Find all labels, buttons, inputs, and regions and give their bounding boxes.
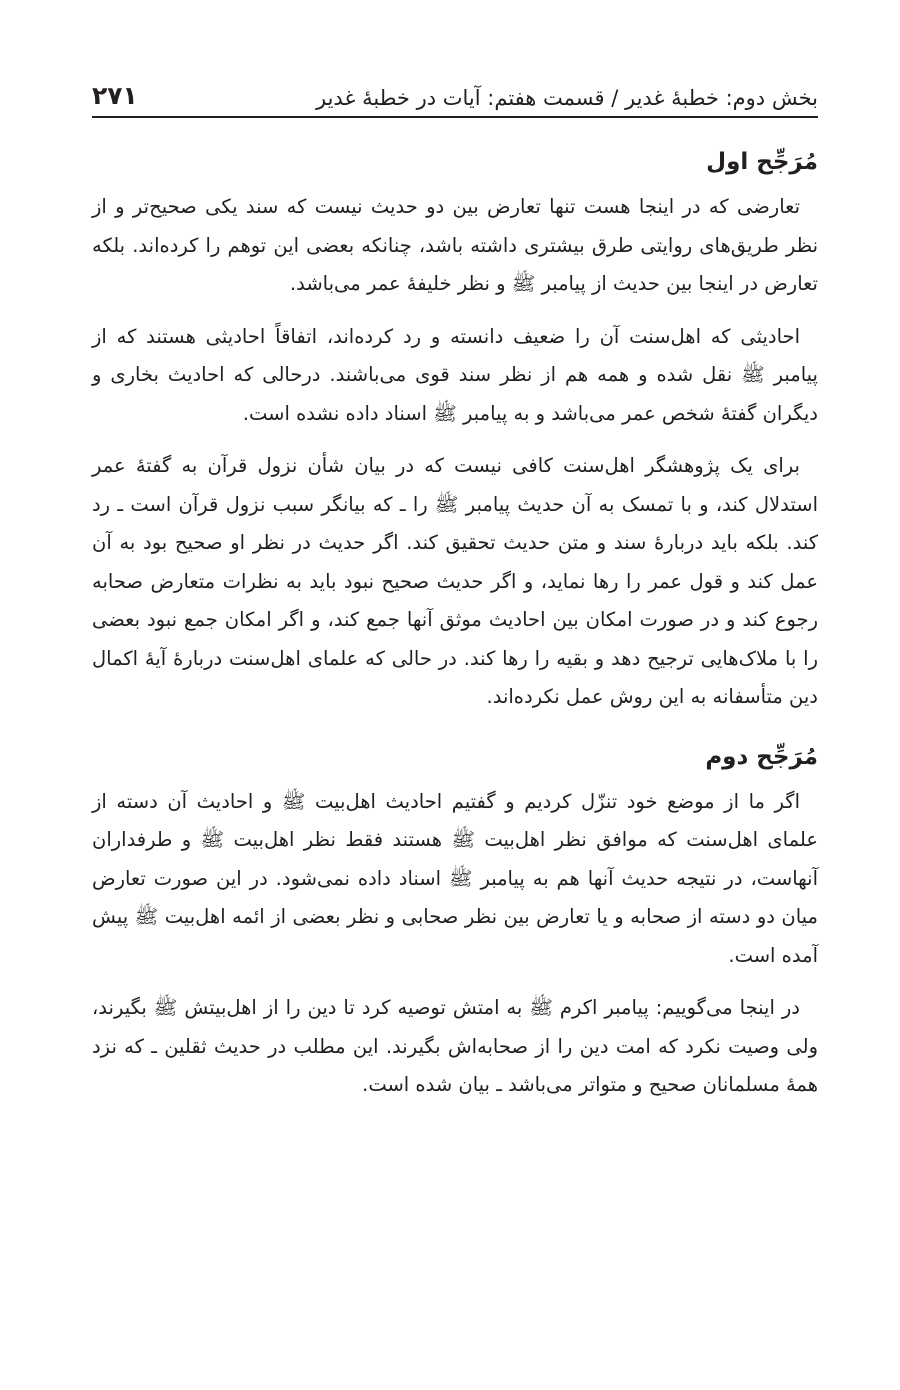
page-body xyxy=(92,140,818,1105)
section-heading-first: مُرَجِّح اول xyxy=(706,149,818,175)
section-heading-second: مُرَجِّح دوم xyxy=(705,743,818,770)
paragraph: احادیثی که اهل‌سنت آن را ضعیف دانسته و رد کرده‌اند، اتفاقاً احادیثی هستند که از پیامبر ﷺ نقل شده و همه هم از نظر سند قوی می‌باشند. درحالی که احادیث بخاری و دیگران گفتهٔ شخص عمر می‌باشد و به پیامبر ﷺ اسناد داده نشده است. xyxy=(92,324,818,425)
page-header xyxy=(92,70,818,110)
book-page xyxy=(92,0,818,1390)
header-rule xyxy=(92,116,818,118)
running-title: بخش دوم: خطبهٔ غدیر / قسمت هفتم: آیات در خطبهٔ غدیر xyxy=(315,86,818,110)
paragraph: برای یک پژوهشگر اهل‌سنت کافی نیست که در بیان شأن نزول قرآن به گفتهٔ عمر استدلال کند، و با تمسک به آن حدیث پیامبر ﷺ را ـ که بیانگر سبب نزول قرآن است ـ رد کند. بلکه باید دربارهٔ سند و متن حدیث تحقیق کند. اگر حدیث در نظر او صحیح بود به آن عمل کند و قول عمر را رها نماید، و اگر حدیث صحیح نبود باید به نظرات متعارض صحابه رجوع کند و در صورت امکان بین احادیث موثق آنها جمع کند، و اگر امکان جمع نبود بعضی را با ملاک‌هایی ترجیح دهد و بقیه را رها کند. در حالی که علمای اهل‌سنت دربارهٔ آیهٔ اکمال دین متأسفانه به این روش عمل نکرده‌اند. xyxy=(92,454,818,708)
paragraph: در اینجا می‌گوییم: پیامبر اکرم ﷺ به امتش توصیه کرد تا دین را از اهل‌بیتش ﷺ بگیرند، ولی وصیت نکرد که امت دین را از صحابه‌اش بگیرند. این مطلب در حدیث ثقلین ـ که نزد همهٔ مسلمانان صحیح و متواتر می‌باشد ـ بیان شده است. xyxy=(92,996,818,1096)
paragraph: اگر ما از موضع خود تنزّل کردیم و گفتیم احادیث اهل‌بیت ﷺ و احادیث آن دسته از علمای اهل‌سنت که موافق نظر اهل‌بیت ﷺ هستند فقط نظر اهل‌بیت ﷺ و طرفداران آنهاست، در نتیجه حدیث آنها هم به پیامبر ﷺ اسناد داده نمی‌شود. در این صورت تعارض میان دو دسته از صحابه و یا تعارض بین نظر صحابی و نظر بعضی از ائمه اهل‌بیت ﷺ پیش آمده است. xyxy=(92,789,818,967)
paragraph: تعارضی که در اینجا هست تنها تعارض بین دو حدیث نیست که سند یکی صحیح‌تر و از نظر طریق‌های روایتی طرق بیشتری داشته باشد، چنانکه بعضی این توهم را کرده‌اند. بلکه تعارض در اینجا بین حدیث از پیامبر ﷺ و نظر خلیفهٔ عمر می‌باشد. xyxy=(92,195,818,295)
page-number: ۲۷۱ xyxy=(92,81,138,110)
